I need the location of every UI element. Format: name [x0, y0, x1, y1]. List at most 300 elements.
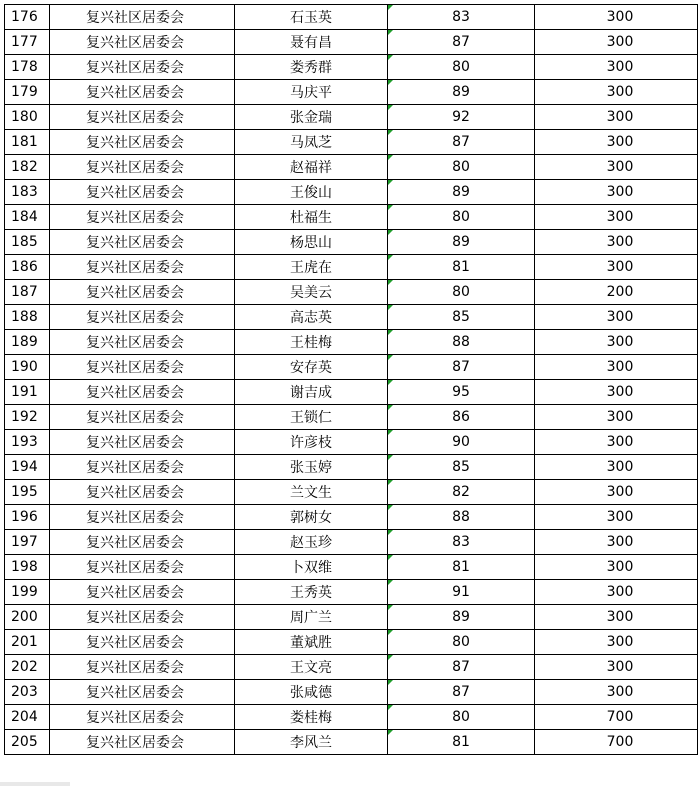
- score-cell[interactable]: [388, 80, 535, 105]
- unit-cell[interactable]: [50, 505, 235, 530]
- horizontal-scrollbar[interactable]: [0, 782, 70, 786]
- amount-cell[interactable]: [535, 430, 698, 455]
- name-cell[interactable]: [235, 30, 388, 55]
- score-cell[interactable]: [388, 380, 535, 405]
- row-number-cell[interactable]: [5, 505, 50, 530]
- score-cell-text: 80: [452, 634, 470, 650]
- unit-cell[interactable]: [50, 555, 235, 580]
- name-cell-text: 杜福生: [290, 210, 332, 226]
- unit-cell-text: 复兴社区居委会: [86, 10, 184, 26]
- table-row: [5, 580, 698, 605]
- row-number-cell-text: 190: [11, 359, 38, 375]
- row-number-cell[interactable]: [5, 530, 50, 555]
- amount-cell[interactable]: [535, 230, 698, 255]
- table-row: [5, 255, 698, 280]
- score-cell-text: 80: [452, 284, 470, 300]
- name-cell[interactable]: [235, 655, 388, 680]
- unit-cell-text: 复兴社区居委会: [86, 135, 184, 151]
- table-row: [5, 80, 698, 105]
- row-number-cell[interactable]: [5, 655, 50, 680]
- score-cell[interactable]: [388, 655, 535, 680]
- name-cell[interactable]: [235, 205, 388, 230]
- unit-cell[interactable]: [50, 480, 235, 505]
- amount-cell-text: 300: [606, 59, 634, 75]
- unit-cell[interactable]: [50, 230, 235, 255]
- table-row: [5, 430, 698, 455]
- row-number-cell-text: 188: [11, 309, 38, 325]
- unit-cell-text: 复兴社区居委会: [86, 185, 184, 201]
- name-cell-text: 王文亮: [290, 660, 332, 676]
- name-cell[interactable]: [235, 605, 388, 630]
- unit-cell[interactable]: [50, 80, 235, 105]
- amount-cell[interactable]: [535, 405, 698, 430]
- score-cell[interactable]: [388, 105, 535, 130]
- unit-cell-text: 复兴社区居委会: [86, 210, 184, 226]
- amount-cell-text: 300: [606, 684, 634, 700]
- unit-cell-text: 复兴社区居委会: [86, 410, 184, 426]
- name-cell[interactable]: [235, 130, 388, 155]
- row-number-cell-text: 183: [11, 184, 38, 200]
- table-row: [5, 355, 698, 380]
- unit-cell[interactable]: [50, 730, 235, 755]
- row-number-cell[interactable]: [5, 705, 50, 730]
- spreadsheet-table: [4, 4, 698, 755]
- name-cell[interactable]: [235, 330, 388, 355]
- amount-cell[interactable]: [535, 380, 698, 405]
- unit-cell-text: 复兴社区居委会: [86, 560, 184, 576]
- unit-cell-text: 复兴社区居委会: [86, 385, 184, 401]
- amount-cell[interactable]: [535, 80, 698, 105]
- row-number-cell[interactable]: [5, 105, 50, 130]
- row-number-cell[interactable]: [5, 280, 50, 305]
- row-number-cell-text: 184: [11, 209, 38, 225]
- amount-cell[interactable]: [535, 305, 698, 330]
- unit-cell[interactable]: [50, 5, 235, 30]
- row-number-cell[interactable]: [5, 230, 50, 255]
- score-cell[interactable]: [388, 405, 535, 430]
- table-row: [5, 230, 698, 255]
- unit-cell[interactable]: [50, 605, 235, 630]
- unit-cell[interactable]: [50, 105, 235, 130]
- score-cell[interactable]: [388, 305, 535, 330]
- name-cell[interactable]: [235, 105, 388, 130]
- name-cell-text: 马凤芝: [290, 135, 332, 151]
- name-cell[interactable]: [235, 180, 388, 205]
- name-cell-text: 娄秀群: [290, 60, 332, 76]
- row-number-cell-text: 205: [11, 734, 38, 750]
- name-cell[interactable]: [235, 305, 388, 330]
- unit-cell[interactable]: [50, 680, 235, 705]
- score-cell-text: 86: [452, 409, 470, 425]
- score-cell[interactable]: [388, 505, 535, 530]
- comment-indicator-icon: [388, 30, 393, 35]
- score-cell[interactable]: [388, 55, 535, 80]
- score-cell-text: 80: [452, 59, 470, 75]
- unit-cell[interactable]: [50, 530, 235, 555]
- score-cell[interactable]: [388, 530, 535, 555]
- comment-indicator-icon: [388, 330, 393, 335]
- amount-cell[interactable]: [535, 105, 698, 130]
- row-number-cell-text: 199: [11, 584, 38, 600]
- unit-cell-text: 复兴社区居委会: [86, 735, 184, 751]
- name-cell[interactable]: [235, 55, 388, 80]
- amount-cell[interactable]: [535, 155, 698, 180]
- amount-cell-text: 300: [606, 109, 634, 125]
- name-cell-text: 张咸德: [290, 685, 332, 701]
- name-cell[interactable]: [235, 630, 388, 655]
- amount-cell[interactable]: [535, 205, 698, 230]
- score-cell[interactable]: [388, 430, 535, 455]
- table-row: [5, 155, 698, 180]
- table-row: [5, 730, 698, 755]
- score-cell-text: 80: [452, 209, 470, 225]
- score-cell[interactable]: [388, 155, 535, 180]
- row-number-cell[interactable]: [5, 580, 50, 605]
- amount-cell-text: 300: [606, 409, 634, 425]
- amount-cell[interactable]: [535, 630, 698, 655]
- score-cell-text: 85: [452, 309, 470, 325]
- row-number-cell[interactable]: [5, 30, 50, 55]
- row-number-cell[interactable]: [5, 205, 50, 230]
- name-cell[interactable]: [235, 355, 388, 380]
- amount-cell[interactable]: [535, 505, 698, 530]
- score-cell-text: 87: [452, 34, 470, 50]
- comment-indicator-icon: [388, 505, 393, 510]
- table-row: [5, 130, 698, 155]
- unit-cell-text: 复兴社区居委会: [86, 510, 184, 526]
- row-number-cell[interactable]: [5, 605, 50, 630]
- unit-cell[interactable]: [50, 405, 235, 430]
- name-cell[interactable]: [235, 405, 388, 430]
- score-cell[interactable]: [388, 330, 535, 355]
- comment-indicator-icon: [388, 705, 393, 710]
- amount-cell[interactable]: [535, 55, 698, 80]
- row-number-cell[interactable]: [5, 730, 50, 755]
- unit-cell-text: 复兴社区居委会: [86, 485, 184, 501]
- unit-cell-text: 复兴社区居委会: [86, 460, 184, 476]
- name-cell-text: 赵福祥: [290, 160, 332, 176]
- table-row: [5, 330, 698, 355]
- comment-indicator-icon: [388, 655, 393, 660]
- name-cell[interactable]: [235, 155, 388, 180]
- name-cell[interactable]: [235, 530, 388, 555]
- unit-cell[interactable]: [50, 355, 235, 380]
- row-number-cell[interactable]: [5, 130, 50, 155]
- row-number-cell-text: 196: [11, 509, 38, 525]
- unit-cell[interactable]: [50, 580, 235, 605]
- unit-cell[interactable]: [50, 180, 235, 205]
- name-cell[interactable]: [235, 380, 388, 405]
- comment-indicator-icon: [388, 105, 393, 110]
- name-cell-text: 王桂梅: [290, 335, 332, 351]
- amount-cell[interactable]: [535, 355, 698, 380]
- amount-cell-text: 300: [606, 159, 634, 175]
- amount-cell[interactable]: [535, 480, 698, 505]
- amount-cell[interactable]: [535, 5, 698, 30]
- row-number-cell-text: 182: [11, 159, 38, 175]
- row-number-cell-text: 198: [11, 559, 38, 575]
- name-cell[interactable]: [235, 480, 388, 505]
- unit-cell-text: 复兴社区居委会: [86, 60, 184, 76]
- score-cell-text: 82: [452, 484, 470, 500]
- unit-cell-text: 复兴社区居委会: [86, 635, 184, 651]
- unit-cell[interactable]: [50, 305, 235, 330]
- score-cell-text: 87: [452, 134, 470, 150]
- amount-cell[interactable]: [535, 705, 698, 730]
- name-cell-text: 张金瑞: [290, 110, 332, 126]
- name-cell-text: 吴美云: [290, 285, 332, 301]
- row-number-cell[interactable]: [5, 680, 50, 705]
- comment-indicator-icon: [388, 405, 393, 410]
- name-cell-text: 李风兰: [290, 735, 332, 751]
- row-number-cell[interactable]: [5, 480, 50, 505]
- row-number-cell[interactable]: [5, 5, 50, 30]
- score-cell-text: 85: [452, 459, 470, 475]
- score-cell[interactable]: [388, 30, 535, 55]
- score-cell-text: 81: [452, 559, 470, 575]
- table-row: [5, 105, 698, 130]
- score-cell[interactable]: [388, 605, 535, 630]
- row-number-cell[interactable]: [5, 430, 50, 455]
- name-cell[interactable]: [235, 730, 388, 755]
- table-row: [5, 55, 698, 80]
- comment-indicator-icon: [388, 730, 393, 735]
- row-number-cell[interactable]: [5, 405, 50, 430]
- name-cell-text: 聂有昌: [290, 35, 332, 51]
- comment-indicator-icon: [388, 580, 393, 585]
- score-cell-text: 89: [452, 184, 470, 200]
- name-cell[interactable]: [235, 580, 388, 605]
- row-number-cell-text: 195: [11, 484, 38, 500]
- name-cell-text: 张玉婷: [290, 460, 332, 476]
- name-cell[interactable]: [235, 555, 388, 580]
- amount-cell-text: 300: [606, 209, 634, 225]
- unit-cell[interactable]: [50, 155, 235, 180]
- amount-cell[interactable]: [535, 530, 698, 555]
- name-cell-text: 娄桂梅: [290, 710, 332, 726]
- amount-cell[interactable]: [535, 455, 698, 480]
- comment-indicator-icon: [388, 355, 393, 360]
- row-number-cell[interactable]: [5, 330, 50, 355]
- amount-cell[interactable]: [535, 580, 698, 605]
- unit-cell-text: 复兴社区居委会: [86, 260, 184, 276]
- table-row: [5, 30, 698, 55]
- unit-cell[interactable]: [50, 705, 235, 730]
- name-cell-text: 赵玉珍: [290, 535, 332, 551]
- score-cell-text: 80: [452, 709, 470, 725]
- name-cell-text: 兰文生: [290, 485, 332, 501]
- unit-cell-text: 复兴社区居委会: [86, 160, 184, 176]
- row-number-cell-text: 200: [11, 609, 38, 625]
- score-cell-text: 89: [452, 234, 470, 250]
- amount-cell[interactable]: [535, 180, 698, 205]
- name-cell[interactable]: [235, 280, 388, 305]
- score-cell[interactable]: [388, 480, 535, 505]
- score-cell-text: 87: [452, 359, 470, 375]
- unit-cell[interactable]: [50, 255, 235, 280]
- table-row: [5, 280, 698, 305]
- score-cell[interactable]: [388, 455, 535, 480]
- amount-cell-text: 700: [606, 734, 634, 750]
- table-row: [5, 680, 698, 705]
- name-cell[interactable]: [235, 5, 388, 30]
- table-row: [5, 305, 698, 330]
- comment-indicator-icon: [388, 555, 393, 560]
- amount-cell[interactable]: [535, 605, 698, 630]
- unit-cell[interactable]: [50, 280, 235, 305]
- score-cell[interactable]: [388, 280, 535, 305]
- row-number-cell[interactable]: [5, 305, 50, 330]
- name-cell[interactable]: [235, 255, 388, 280]
- row-number-cell-text: 192: [11, 409, 38, 425]
- unit-cell[interactable]: [50, 55, 235, 80]
- row-number-cell[interactable]: [5, 55, 50, 80]
- comment-indicator-icon: [388, 230, 393, 235]
- comment-indicator-icon: [388, 180, 393, 185]
- row-number-cell-text: 179: [11, 84, 38, 100]
- score-cell[interactable]: [388, 230, 535, 255]
- unit-cell[interactable]: [50, 330, 235, 355]
- name-cell[interactable]: [235, 680, 388, 705]
- amount-cell-text: 300: [606, 334, 634, 350]
- unit-cell[interactable]: [50, 380, 235, 405]
- comment-indicator-icon: [388, 255, 393, 260]
- name-cell[interactable]: [235, 505, 388, 530]
- amount-cell-text: 300: [606, 534, 634, 550]
- comment-indicator-icon: [388, 205, 393, 210]
- row-number-cell-text: 193: [11, 434, 38, 450]
- amount-cell-text: 200: [606, 284, 634, 300]
- score-cell[interactable]: [388, 130, 535, 155]
- name-cell-text: 马庆平: [290, 85, 332, 101]
- amount-cell-text: 700: [606, 709, 634, 725]
- amount-cell-text: 300: [606, 384, 634, 400]
- table-row: [5, 605, 698, 630]
- amount-cell[interactable]: [535, 655, 698, 680]
- score-cell-text: 89: [452, 609, 470, 625]
- name-cell[interactable]: [235, 230, 388, 255]
- amount-cell[interactable]: [535, 130, 698, 155]
- comment-indicator-icon: [388, 680, 393, 685]
- unit-cell[interactable]: [50, 30, 235, 55]
- amount-cell[interactable]: [535, 680, 698, 705]
- row-number-cell-text: 194: [11, 459, 38, 475]
- comment-indicator-icon: [388, 630, 393, 635]
- unit-cell-text: 复兴社区居委会: [86, 685, 184, 701]
- row-number-cell[interactable]: [5, 555, 50, 580]
- name-cell-text: 高志英: [290, 310, 332, 326]
- amount-cell-text: 300: [606, 609, 634, 625]
- score-cell[interactable]: [388, 630, 535, 655]
- name-cell-text: 王锁仁: [290, 410, 332, 426]
- name-cell-text: 安存英: [290, 360, 332, 376]
- score-cell[interactable]: [388, 680, 535, 705]
- row-number-cell-text: 187: [11, 284, 38, 300]
- amount-cell-text: 300: [606, 9, 634, 25]
- row-number-cell-text: 176: [11, 9, 38, 25]
- score-cell[interactable]: [388, 730, 535, 755]
- score-cell[interactable]: [388, 5, 535, 30]
- score-cell[interactable]: [388, 205, 535, 230]
- unit-cell[interactable]: [50, 630, 235, 655]
- amount-cell[interactable]: [535, 330, 698, 355]
- comment-indicator-icon: [388, 80, 393, 85]
- row-number-cell[interactable]: [5, 455, 50, 480]
- row-number-cell[interactable]: [5, 255, 50, 280]
- name-cell[interactable]: [235, 430, 388, 455]
- amount-cell-text: 300: [606, 184, 634, 200]
- unit-cell-text: 复兴社区居委会: [86, 710, 184, 726]
- unit-cell-text: 复兴社区居委会: [86, 235, 184, 251]
- amount-cell[interactable]: [535, 280, 698, 305]
- amount-cell[interactable]: [535, 555, 698, 580]
- name-cell-text: 卜双维: [290, 560, 332, 576]
- score-cell[interactable]: [388, 580, 535, 605]
- amount-cell[interactable]: [535, 730, 698, 755]
- row-number-cell-text: 181: [11, 134, 38, 150]
- table-row: [5, 705, 698, 730]
- name-cell-text: 郭树女: [290, 510, 332, 526]
- name-cell-text: 王俊山: [290, 185, 332, 201]
- unit-cell[interactable]: [50, 130, 235, 155]
- unit-cell-text: 复兴社区居委会: [86, 35, 184, 51]
- amount-cell-text: 300: [606, 434, 634, 450]
- row-number-cell-text: 180: [11, 109, 38, 125]
- row-number-cell-text: 178: [11, 59, 38, 75]
- comment-indicator-icon: [388, 130, 393, 135]
- unit-cell-text: 复兴社区居委会: [86, 435, 184, 451]
- table-row: [5, 455, 698, 480]
- unit-cell[interactable]: [50, 655, 235, 680]
- amount-cell[interactable]: [535, 30, 698, 55]
- amount-cell-text: 300: [606, 359, 634, 375]
- score-cell[interactable]: [388, 705, 535, 730]
- row-number-cell[interactable]: [5, 630, 50, 655]
- name-cell[interactable]: [235, 80, 388, 105]
- name-cell[interactable]: [235, 705, 388, 730]
- amount-cell-text: 300: [606, 234, 634, 250]
- score-cell-text: 92: [452, 109, 470, 125]
- comment-indicator-icon: [388, 455, 393, 460]
- score-cell[interactable]: [388, 180, 535, 205]
- score-cell[interactable]: [388, 255, 535, 280]
- score-cell[interactable]: [388, 355, 535, 380]
- row-number-cell-text: 185: [11, 234, 38, 250]
- unit-cell[interactable]: [50, 430, 235, 455]
- row-number-cell[interactable]: [5, 380, 50, 405]
- unit-cell-text: 复兴社区居委会: [86, 335, 184, 351]
- row-number-cell[interactable]: [5, 155, 50, 180]
- score-cell-text: 81: [452, 259, 470, 275]
- unit-cell[interactable]: [50, 455, 235, 480]
- row-number-cell[interactable]: [5, 180, 50, 205]
- score-cell[interactable]: [388, 555, 535, 580]
- amount-cell-text: 300: [606, 34, 634, 50]
- table-row: [5, 630, 698, 655]
- comment-indicator-icon: [388, 280, 393, 285]
- amount-cell[interactable]: [535, 255, 698, 280]
- row-number-cell-text: 204: [11, 709, 38, 725]
- score-cell-text: 89: [452, 84, 470, 100]
- row-number-cell[interactable]: [5, 355, 50, 380]
- name-cell-text: 王虎在: [290, 260, 332, 276]
- amount-cell-text: 300: [606, 634, 634, 650]
- row-number-cell[interactable]: [5, 80, 50, 105]
- name-cell-text: 杨思山: [290, 235, 332, 251]
- name-cell[interactable]: [235, 455, 388, 480]
- unit-cell[interactable]: [50, 205, 235, 230]
- amount-cell-text: 300: [606, 584, 634, 600]
